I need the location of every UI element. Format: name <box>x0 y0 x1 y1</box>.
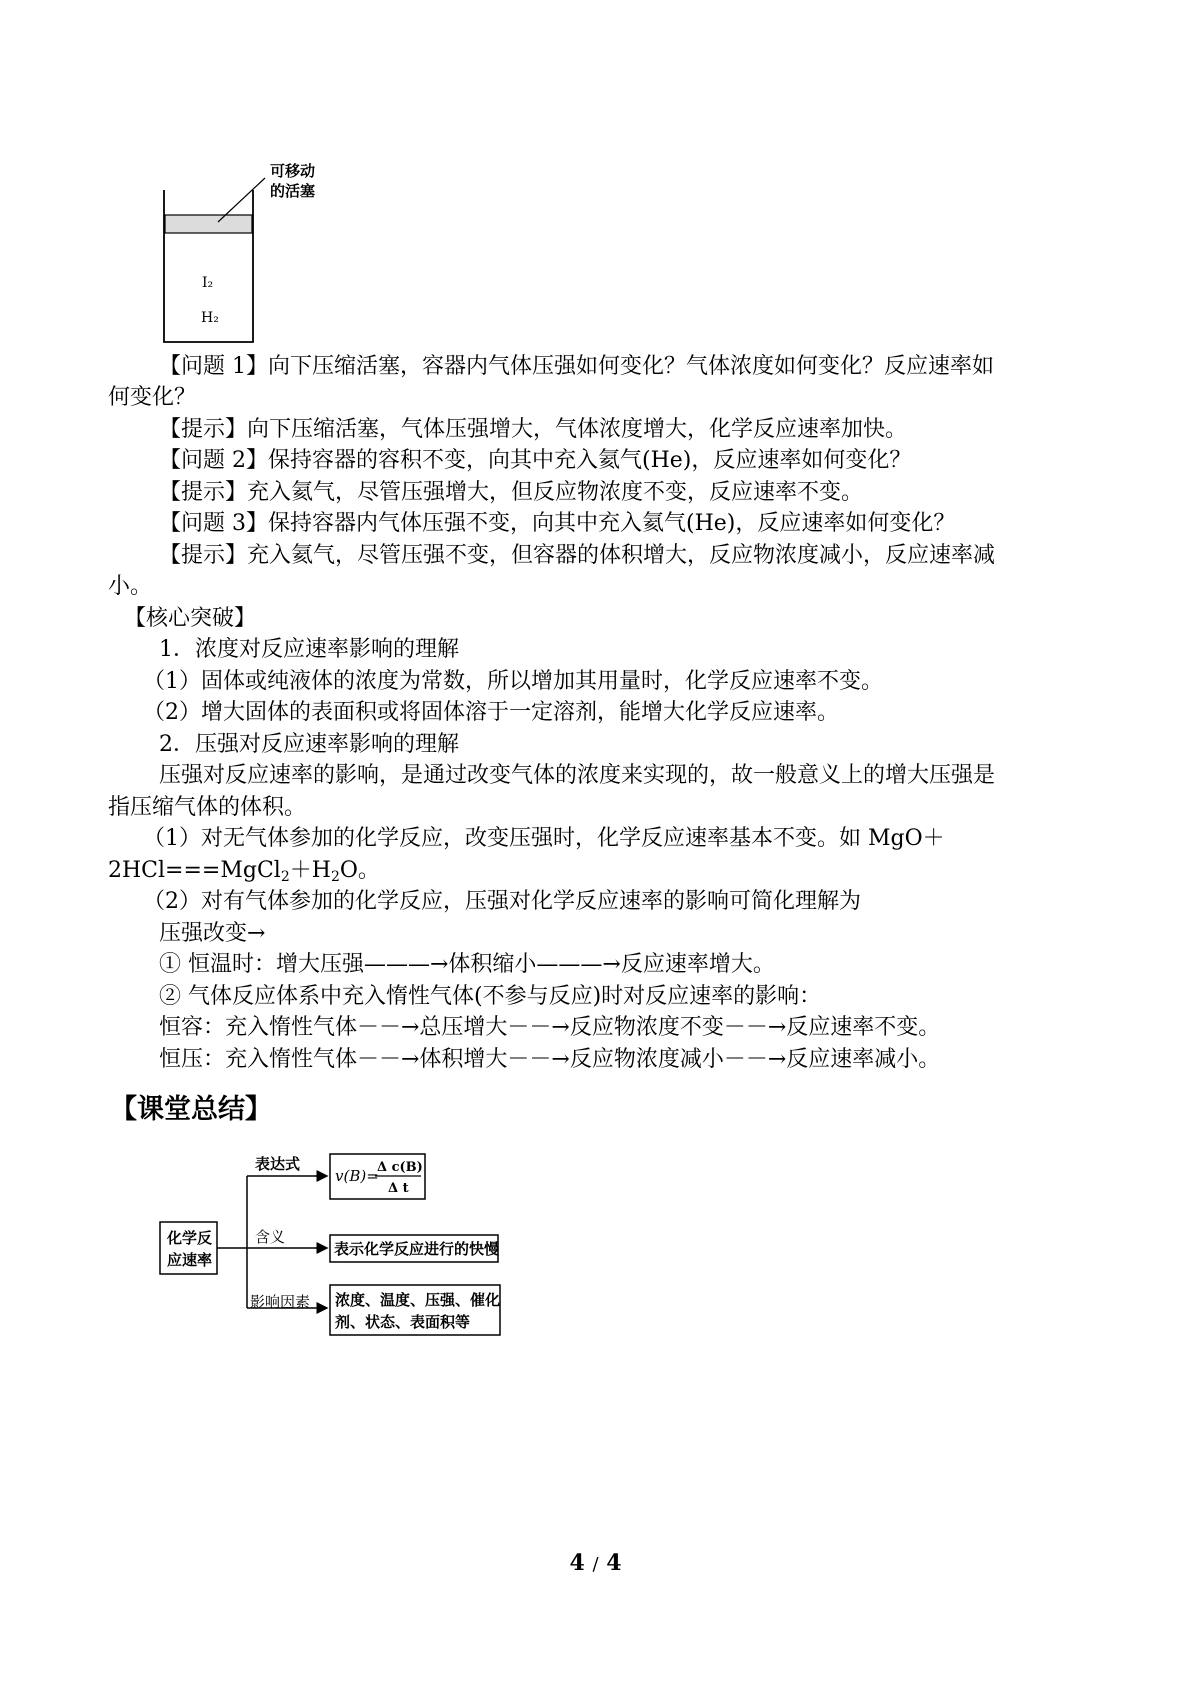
piston-label-line2: 的活塞 <box>270 182 316 200</box>
expression-lhs: v(B)= <box>335 1167 379 1185</box>
gas-i2-label: I₂ <box>202 275 214 291</box>
expression-denominator: Δ t <box>388 1181 409 1196</box>
pressure-paragraph-line2: 指压缩气体的体积。 <box>108 795 307 820</box>
hint-1: 【提示】向下压缩活塞，气体压强增大，气体浓度增大，化学反应速率加快。 <box>159 417 908 442</box>
question-1-line2: 何变化？ <box>108 385 197 410</box>
branch-factors-label: 影响因素 <box>250 1293 311 1311</box>
question-2: 【问题 2】保持容器的容积不变，向其中充入氦气(He)，反应速率如何变化？ <box>159 448 912 473</box>
piston-label-line1: 可移动 <box>270 162 316 180</box>
core-breakthrough-heading: 【核心突破】 <box>124 606 257 631</box>
question-3: 【问题 3】保持容器内气体压强不变，向其中充入氦气(He)，反应速率如何变化？ <box>159 511 956 536</box>
concentration-point-1: （1）固体或纯液体的浓度为常数，所以增加其用量时，化学反应速率不变。 <box>143 669 883 694</box>
meaning-text: 表示化学反应进行的快慢 <box>334 1240 500 1258</box>
root-label-line1: 化学反 <box>167 1229 213 1247</box>
hint-3-line1: 【提示】充入氦气，尽管压强不变，但容器的体积增大，反应物浓度减小，反应速率减 <box>159 543 996 568</box>
summary-concept-map <box>155 1150 525 1340</box>
branch-meaning-label: 含义 <box>255 1228 286 1246</box>
inert-gas-line: ② 气体反应体系中充入惰性气体(不参与反应)时对反应速率的影响： <box>159 984 822 1009</box>
page-number: 4 / 4 <box>569 1550 622 1576</box>
concentration-point-2: （2）增大固体的表面积或将固体溶于一定溶剂，能增大化学反应速率。 <box>143 700 839 725</box>
gas-h2-label: H₂ <box>201 310 219 326</box>
pressure-point-1-line2: $2HCl===MgCl_2+H_2O$。 <box>108 858 380 885</box>
constant-temperature-line: ① 恒温时：增大压强———→体积缩小———→反应速率增大。 <box>159 952 775 977</box>
pressure-point-1-line1: （1）对无气体参加的化学反应，改变压强时，化学反应速率基本不变。如 MgO＋ <box>143 826 945 851</box>
class-summary-heading: 【课堂总结】 <box>110 1094 272 1125</box>
pressure-point-2: （2）对有气体参加的化学反应，压强对化学反应速率的影响可简化理解为 <box>143 889 861 914</box>
pressure-change-line: 压强改变→ <box>159 921 266 946</box>
factors-text-line1: 浓度、温度、压强、催化 <box>335 1291 501 1309</box>
branch-expression-label: 表达式 <box>255 1155 301 1173</box>
factors-text-line2: 剂、状态、表面积等 <box>335 1313 471 1331</box>
piston-container-diagram <box>160 160 330 345</box>
hint-3-line2: 小。 <box>108 574 153 599</box>
hint-2: 【提示】充入氦气，尽管压强增大，但反应物浓度不变，反应速率不变。 <box>159 480 864 505</box>
pressure-title: 2．压强对反应速率影响的理解 <box>159 732 459 757</box>
movable-piston <box>165 215 252 233</box>
expression-numerator: Δ c(B) <box>377 1160 423 1175</box>
constant-volume-line: 恒容：充入惰性气体－－→总压增大－－→反应物浓度不变－－→反应速率不变。 <box>159 1015 941 1040</box>
root-label-line2: 应速率 <box>167 1251 213 1269</box>
concentration-title: 1．浓度对反应速率影响的理解 <box>159 637 459 662</box>
constant-pressure-line: 恒压：充入惰性气体－－→体积增大－－→反应物浓度减小－－→反应速率减小。 <box>159 1047 941 1072</box>
pressure-paragraph-line1: 压强对反应速率的影响，是通过改变气体的浓度来实现的，故一般意义上的增大压强是 <box>159 763 996 788</box>
question-1-line1: 【问题 1】向下压缩活塞，容器内气体压强如何变化？气体浓度如何变化？反应速率如 <box>159 354 994 379</box>
